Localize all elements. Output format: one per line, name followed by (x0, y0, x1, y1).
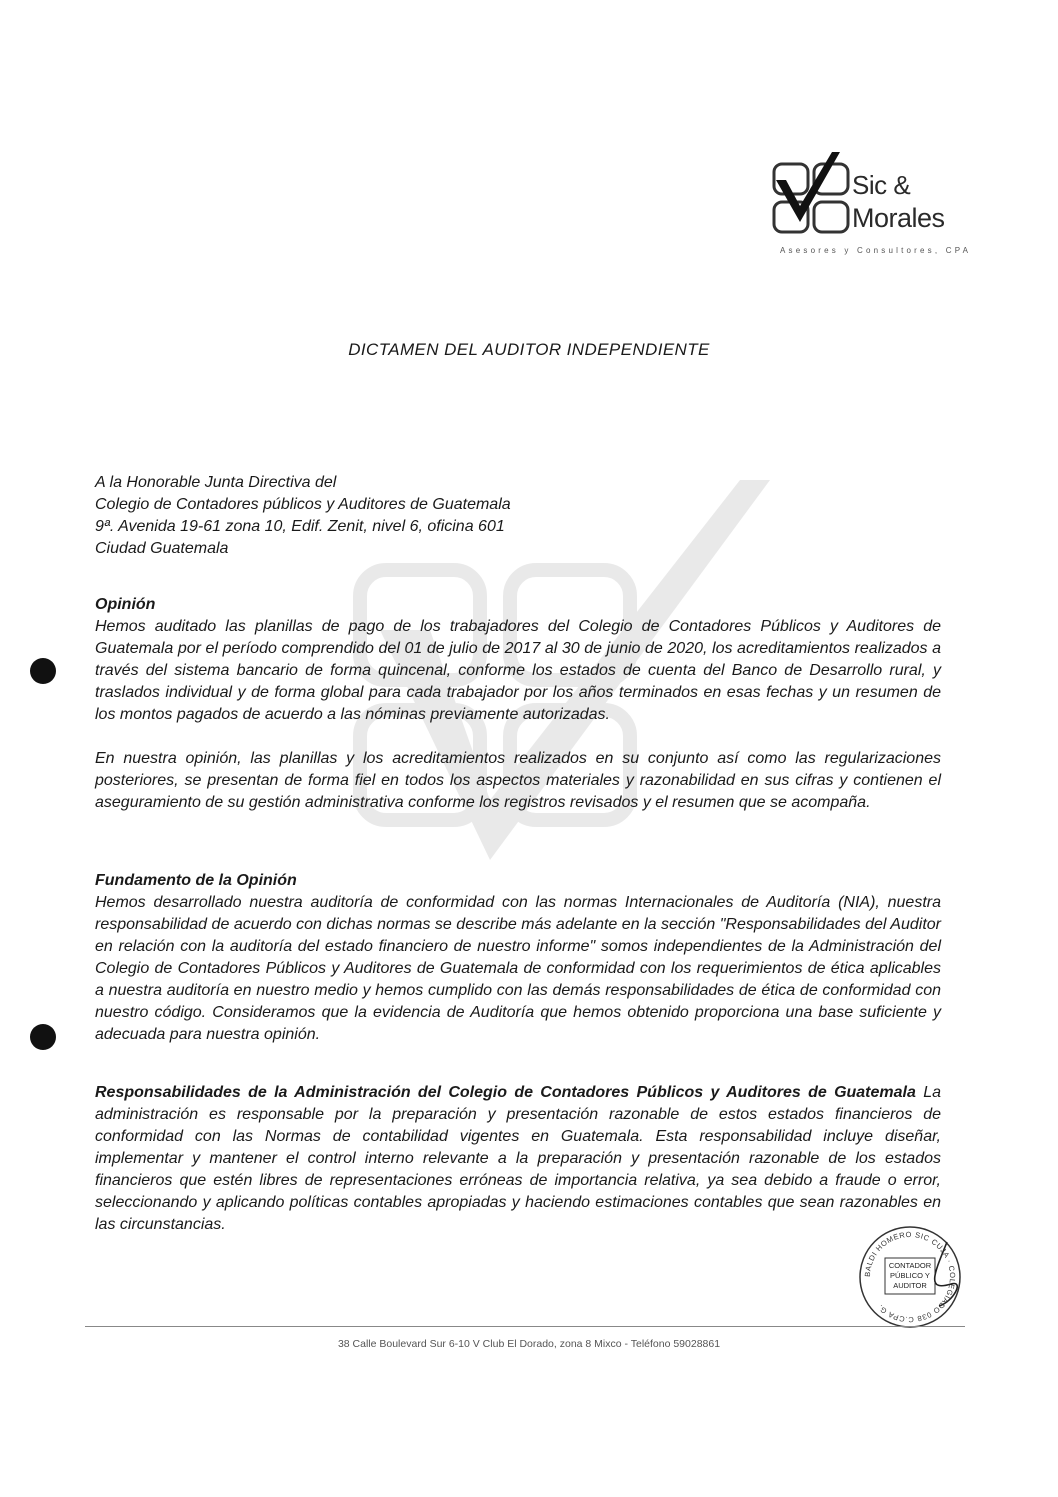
section-heading: Opinión (95, 596, 156, 613)
paragraph (95, 1082, 941, 1236)
auditor-seal-stamp (855, 1222, 965, 1332)
section-heading: Fundamento de la Opinión (95, 872, 297, 889)
address-line: A la Honorable Junta Directiva del (95, 474, 337, 491)
footer-address: 38 Calle Boulevard Sur 6-10 V Club El Dorado, zona 8 Mixco - Teléfono 59028861 (337, 1338, 721, 1350)
paragraph-text: La administración es responsable por la preparación y presentación razonable de estos estados financieros de conformidad con las Normas de contabilidad vigentes en Guatemala. Esta responsabilidad incluye diseñar, implementar y mantener el control interno relevante a la preparación y presentación razonable de los estados financieros que estén libres de representaciones erróneas de importancia relativa, ya sea debido a fraude o error, seleccionando y aplicando políticas contables apropiadas y haciendo estimaciones contables que sean razonables en las circunstancias. (95, 1084, 941, 1233)
logo-tagline: Asesores y Consultores, CPA (780, 246, 972, 255)
section-fundamento (95, 870, 941, 1046)
footer-divider (85, 1326, 965, 1327)
document-title: DICTAMEN DEL AUDITOR INDEPENDIENTE (348, 340, 710, 359)
logo-word-morales: Morales (852, 203, 945, 233)
logo-word-sic: Sic & (852, 170, 911, 200)
checkmark-logo-icon (770, 150, 860, 250)
address-line: 9ª. Avenida 19-61 zona 10, Edif. Zenit, nivel 6, oficina 601 (95, 518, 505, 535)
recipient-address (95, 472, 511, 560)
seal-line: PÚBLICO Y (890, 1271, 930, 1280)
punch-hole (30, 658, 56, 684)
address-line: Ciudad Guatemala (95, 540, 229, 557)
seal-line: CONTADOR (888, 1261, 932, 1270)
section-opinion (95, 594, 941, 814)
paragraph: En nuestra opinión, las planillas y los acreditamientos realizados en su conjunto así como las regularizaciones posteriores, se presentan de forma fiel en todos los aspectos materiales y razonabilidad en sus cifras y contienen el aseguramiento de su gestión administrativa conforme los registros revisados y el resumen que se acompaña. (95, 750, 941, 811)
paragraph: Hemos auditado las planillas de pago de los trabajadores del Colegio de Contadores Públicos y Auditores de Guatemala por el período comprendido del 01 de julio de 2017 al 30 de junio de 2020, los acreditamientos realizados a través del sistema bancario de forma quincenal, conforme los estados de cuenta del Banco de Desarrollo rural, y traslados individual y de forma global para cada trabajador por los años terminados en esas fechas y un resumen de los montos pagados de acuerdo a las nóminas previamente autorizadas. (95, 618, 941, 723)
address-line: Colegio de Contadores públicos y Auditores de Guatemala (95, 496, 511, 513)
section-responsabilidades (95, 1082, 941, 1236)
paragraph: Hemos desarrollado nuestra auditoría de conformidad con las normas Internacionales de Auditoría (NIA), nuestra responsabilidad de acuerdo con dichas normas se describe más adelante en la sección "Responsabilidades del Auditor en relación con la auditoría del estado financiero de nuestro informe" somos independientes de la Administración del Colegio de Contadores Públicos y Auditores de Guatemala de conformidad con los requerimientos de ética aplicables a nuestra auditoría en nuestro medio y hemos cumplido con las demás responsabilidades de ética de conformidad con nuestro código. Consideramos que la evidencia de Auditoría que hemos obtenido proporciona una base suficiente y adecuada para nuestra opinión. (95, 894, 941, 1043)
section-heading: Responsabilidades de la Administración del Colegio de Contadores Públicos y Auditores de Guatemala (95, 1084, 916, 1101)
seal-ring-text: BALDI HOMERO SIC CUJA · COLEGIADO 038 C.CPA G. (862, 1229, 958, 1325)
punch-hole (30, 1024, 56, 1050)
seal-line: AUDITOR (893, 1281, 927, 1290)
